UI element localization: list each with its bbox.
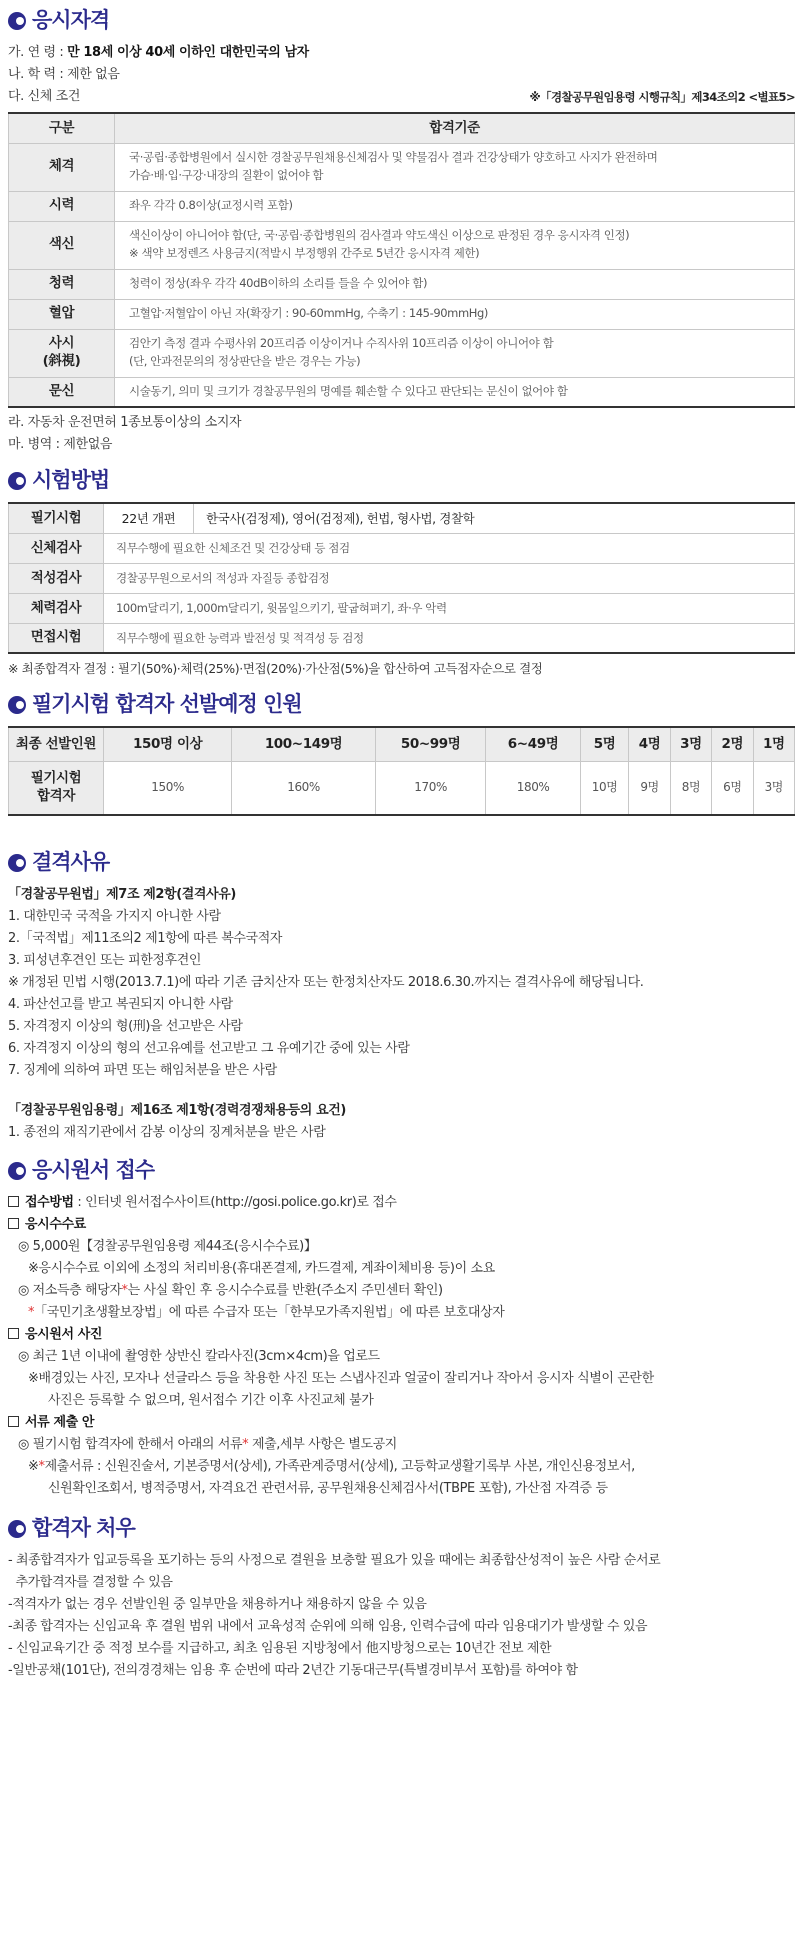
count-column-header: 1명 — [753, 727, 794, 761]
docs-list-cont: 신원확인조회서, 병적증명서, 자격요건 관련서류, 공무원채용신체검사서(TBPE 포함), 가산점 자격증 등 — [48, 1481, 608, 1496]
fee-note: ※응시수수료 이외에 소정의 처리비용(휴대폰결제, 카드결제, 계좌이체비용 등)이 소요 — [28, 1261, 495, 1276]
fee-amount: ◎ 5,000원【경찰공무원임용령 제44조(응시수수료)】 — [18, 1239, 317, 1254]
row-criteria — [115, 269, 795, 299]
section-heading: 시험방법 — [32, 468, 110, 493]
row-label: 면접시험 — [9, 623, 104, 653]
section-qualification — [8, 6, 795, 456]
row-criteria — [115, 191, 795, 221]
table-row — [9, 623, 795, 653]
section-bullet-icon — [8, 12, 26, 30]
criteria-line: (단, 안과전문의의 정상판단을 받은 경우는 가능) — [129, 354, 361, 368]
section-disqualification — [8, 848, 795, 1144]
table-row — [9, 503, 795, 533]
count-value: 180% — [486, 761, 580, 815]
count-value: 150% — [104, 761, 232, 815]
table-row — [9, 563, 795, 593]
star-mark: * — [28, 1305, 35, 1320]
section-bullet-icon — [8, 1520, 26, 1538]
list-item: 5. 자격정지 이상의 형(刑)을 선고받은 사람 — [8, 1019, 243, 1034]
list-item: 2.「국적법」제11조의2 제1항에 따른 복수국적자 — [8, 931, 283, 946]
list-item: -최종 합격자는 신임교육 후 결원 범위 내에서 교육성적 순위에 의해 임용, 인력수급에 따라 임용대기가 발생할 수 있음 — [8, 1619, 648, 1634]
count-value: 3명 — [753, 761, 794, 815]
apply-method: 접수방법 : 인터넷 원서접수사이트(http://gosi.police.go.kr)로 접수 — [8, 1192, 795, 1214]
table-row — [9, 143, 795, 191]
count-value: 9명 — [629, 761, 670, 815]
section-application — [8, 1156, 795, 1500]
section-bullet-icon — [8, 472, 26, 490]
table-row — [9, 191, 795, 221]
table-row — [9, 533, 795, 563]
list-item: 3. 피성년후견인 또는 피한정후견인 — [8, 953, 202, 968]
row-label: 신체검사 — [9, 533, 104, 563]
photo-heading: 응시원서 사진 — [8, 1324, 795, 1346]
count-column-header: 150명 이상 — [104, 727, 232, 761]
list-item: 1. 종전의 재직기관에서 감봉 이상의 징계처분을 받은 사람 — [8, 1125, 326, 1140]
table-row — [9, 221, 795, 269]
exam-subjects: 한국사(검정제), 영어(검정제), 헌법, 형사법, 경찰학 — [194, 503, 795, 533]
reference-note: ※「경찰공무원임용령 시행규칙」제34조의2 <별표5> — [529, 90, 795, 104]
row-label: 필기시험 — [9, 503, 104, 533]
qual-military: 마. 병역 : 제한없음 — [8, 437, 113, 452]
count-value: 170% — [375, 761, 486, 815]
table-header: 최종 선발인원 — [9, 727, 104, 761]
photo-note-cont: 사진은 등록할 수 없으며, 원서접수 기간 이후 사진교체 불가 — [48, 1393, 374, 1408]
fee-eligible: *「국민기초생활보장법」에 따른 수급자 또는「한부모가족지원법」에 따른 보호대상자 — [28, 1305, 505, 1320]
row-label: 혈압 — [9, 299, 115, 329]
law-title: 「경찰공무원임용령」제16조 제1항(경력경쟁채용등의 요건) — [8, 1103, 346, 1118]
photo-note: ※배경있는 사진, 모자나 선글라스 등을 착용한 사진 또는 스냅사진과 얼굴이 잘리거나 작아서 응시자 식별이 곤란한 — [28, 1371, 654, 1386]
row-criteria — [115, 221, 795, 269]
docs-requirement: ◎ 필기시험 합격자에 한해서 아래의 서류* 제출,세부 사항은 별도공지 — [18, 1437, 397, 1452]
count-value: 8명 — [670, 761, 711, 815]
count-column-header: 6~49명 — [486, 727, 580, 761]
list-item: 1. 대한민국 국적을 가지지 아니한 사람 — [8, 909, 221, 924]
count-column-header: 50~99명 — [375, 727, 486, 761]
row-description: 경찰공무원으로서의 적성과 자질등 종합검정 — [104, 563, 795, 593]
exam-year: 22년 개편 — [104, 503, 194, 533]
section-title — [8, 690, 795, 720]
list-item: - 최종합격자가 입교등록을 포기하는 등의 사정으로 결원을 보충할 필요가 있을 때에는 최종합산성적이 높은 사람 순서로 — [8, 1553, 661, 1568]
count-column-header: 2명 — [712, 727, 753, 761]
qual-education: 나. 학 력 : 제한 없음 — [8, 67, 120, 82]
table-row — [9, 269, 795, 299]
row-criteria — [115, 143, 795, 191]
section-bullet-icon — [8, 696, 26, 714]
docs-list: ※*제출서류 : 신원진술서, 기본증명서(상세), 가족관계증명서(상세), 고등학교생활기록부 사본, 개인신용정보서, — [28, 1459, 635, 1474]
qual-body-row — [8, 86, 795, 108]
criteria-line: 고혈압·저혈압이 아닌 자(확장기 : 90-60mmHg, 수축기 : 145-90mmHg) — [129, 306, 489, 321]
qual-body: 다. 신체 조건 — [8, 89, 80, 104]
qualification-table — [8, 112, 795, 408]
star-mark: * — [38, 1459, 45, 1474]
count-value: 10명 — [580, 761, 629, 815]
list-item: 7. 징계에 의하여 파면 또는 해임처분을 받은 사람 — [8, 1063, 277, 1078]
fee-heading: 응시수수료 — [8, 1214, 795, 1236]
criteria-line: 색신이상이 아니어야 함(단, 국·공립·종합병원의 검사결과 약도색신 이상으로 판정된 경우 응시자격 인정) — [129, 228, 630, 243]
list-item: -적격자가 없는 경우 선발인원 중 일부만을 채용하거나 채용하지 않을 수 있음 — [8, 1597, 427, 1612]
count-column-header: 4명 — [629, 727, 670, 761]
checkbox-icon — [8, 1328, 19, 1339]
photo-requirement: ◎ 최근 1년 이내에 촬영한 상반신 칼라사진(3cm×4cm)을 업로드 — [18, 1349, 380, 1364]
row-description: 직무수행에 필요한 능력과 발전성 및 적격성 등 검정 — [104, 623, 795, 653]
star-mark: * — [242, 1437, 249, 1452]
criteria-line: 국·공립·종합병원에서 실시한 경찰공무원채용신체검사 및 약물검사 결과 건강상태가 양호하고 사지가 완전하며 — [129, 150, 658, 165]
row-label: 사시 (斜視) — [9, 329, 115, 377]
exam-table — [8, 502, 795, 654]
table-row — [9, 329, 795, 377]
table-row — [9, 377, 795, 407]
criteria-line: 청력이 정상(좌우 각각 40dB이하의 소리를 들을 수 있어야 함) — [129, 276, 428, 291]
criteria-line: 가슴·배·입·구강·내장의 질환이 없어야 함 — [129, 168, 324, 182]
row-label: 색신 — [9, 221, 115, 269]
fee-refund: ◎ 저소득층 해당자*는 사실 확인 후 응시수수료를 반환(주소지 주민센터 확인) — [18, 1283, 443, 1298]
row-label: 체격 — [9, 143, 115, 191]
section-title — [8, 848, 795, 878]
docs-heading: 서류 제출 안 — [8, 1412, 795, 1434]
list-item: 6. 자격정지 이상의 형의 선고유예를 선고받고 그 유예기간 중에 있는 사람 — [8, 1041, 410, 1056]
checkbox-icon — [8, 1416, 19, 1427]
section-heading: 필기시험 합격자 선발예정 인원 — [32, 692, 302, 717]
table-header: 구분 — [9, 113, 115, 143]
checkbox-icon — [8, 1196, 19, 1207]
count-value: 6명 — [712, 761, 753, 815]
row-description: 직무수행에 필요한 신체조건 및 건강상태 등 점검 — [104, 533, 795, 563]
section-bullet-icon — [8, 854, 26, 872]
row-label: 필기시험 합격자 — [9, 761, 104, 815]
qual-age: 가. 연 령 : 만 18세 이상 40세 이하인 대한민국의 남자 — [8, 45, 309, 60]
row-description: 100m달리기, 1,000m달리기, 윗몸일으키기, 팔굽혀펴기, 좌·우 악력 — [104, 593, 795, 623]
selection-table — [8, 726, 795, 816]
section-heading: 응시원서 접수 — [32, 1158, 155, 1183]
criteria-line: 검안기 측정 결과 수평사위 20프리즘 이상이거나 수직사위 10프리즘 이상이 아니어야 함 — [129, 336, 554, 351]
row-label: 시력 — [9, 191, 115, 221]
list-item: - 신임교육기간 중 적정 보수를 지급하고, 최초 임용된 지방청에서 他지방청으로는 10년간 전보 제한 — [8, 1641, 552, 1656]
checkbox-icon — [8, 1218, 19, 1229]
section-heading: 결격사유 — [32, 850, 110, 875]
section-heading: 합격자 처우 — [32, 1516, 135, 1541]
list-item: 추가합격자를 결정할 수 있음 — [8, 1575, 173, 1590]
row-criteria — [115, 329, 795, 377]
criteria-line: 좌우 각각 0.8이상(교정시력 포함) — [129, 198, 293, 213]
list-item: -일반공채(101단), 전의경경채는 임용 후 순번에 따라 2년간 기동대근무(특별경비부서 포함)를 하여야 함 — [8, 1663, 578, 1678]
criteria-line: 시술동기, 의미 및 크기가 경찰공무원의 명예를 훼손할 수 있다고 판단되는 문신이 없어야 함 — [129, 383, 568, 398]
row-label: 문신 — [9, 377, 115, 407]
final-decision-note: ※ 최종합격자 결정 : 필기(50%)·체력(25%)·면접(20%)·가산점(5%)을 합산하여 고득점자순으로 결정 — [8, 661, 543, 676]
table-row — [9, 593, 795, 623]
table-header: 합격기준 — [115, 113, 795, 143]
row-criteria — [115, 377, 795, 407]
section-title — [8, 1156, 795, 1186]
section-title — [8, 1514, 795, 1544]
criteria-line: ※ 색약 보정렌즈 사용금지(적발시 부정행위 간주로 5년간 응시자격 제한) — [129, 246, 480, 260]
section-heading: 응시자격 — [32, 8, 110, 33]
section-title — [8, 466, 795, 496]
section-treatment — [8, 1514, 795, 1682]
list-item: ※ 개정된 민법 시행(2013.7.1)에 따라 기존 금치산자 또는 한정치산자도 2018.6.30.까지는 결격사유에 해당됩니다. — [8, 975, 644, 990]
section-bullet-icon — [8, 1162, 26, 1180]
count-column-header: 3명 — [670, 727, 711, 761]
section-exam-method — [8, 466, 795, 680]
row-criteria — [115, 299, 795, 329]
qual-license: 라. 자동차 운전면허 1종보통이상의 소지자 — [8, 415, 242, 430]
list-item: 4. 파산선고를 받고 복권되지 아니한 사람 — [8, 997, 233, 1012]
row-label: 청력 — [9, 269, 115, 299]
count-column-header: 5명 — [580, 727, 629, 761]
count-column-header: 100~149명 — [232, 727, 376, 761]
star-mark: * — [121, 1283, 128, 1298]
count-value: 160% — [232, 761, 376, 815]
table-row — [9, 299, 795, 329]
row-label: 적성검사 — [9, 563, 104, 593]
law-title: 「경찰공무원법」제7조 제2항(결격사유) — [8, 887, 236, 902]
section-title — [8, 6, 795, 36]
section-selection-count — [8, 690, 795, 816]
row-label: 체력검사 — [9, 593, 104, 623]
